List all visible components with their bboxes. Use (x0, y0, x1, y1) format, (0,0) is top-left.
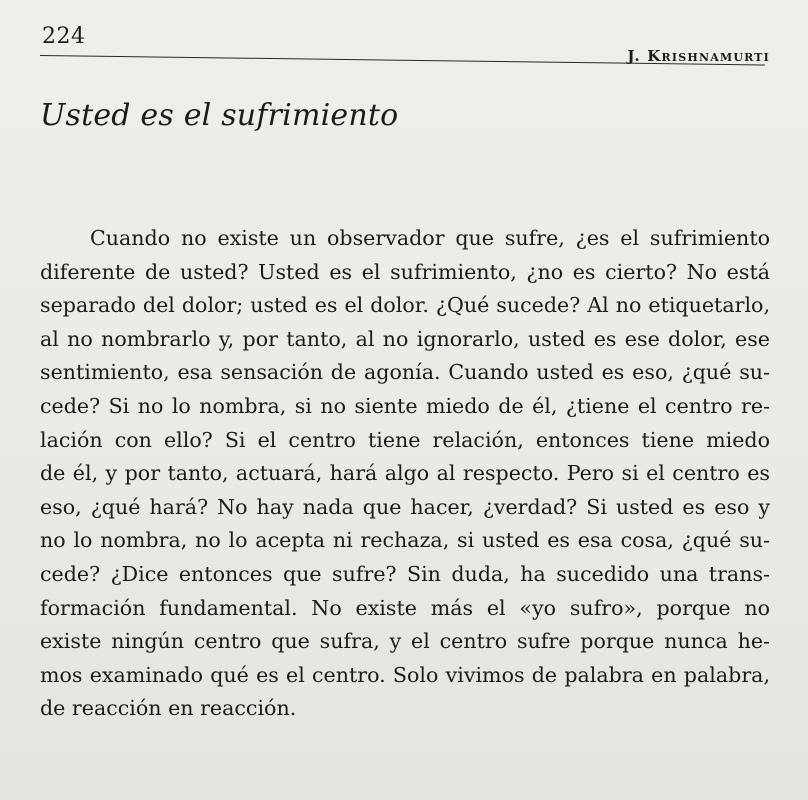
chapter-title: Usted es el sufrimiento (40, 98, 399, 133)
text-line: al no nombrarlo y, por tanto, al no ignorarlo, usted es ese dolor, ese (40, 326, 770, 351)
text-line: Cuando no existe un observador que sufre, ¿es el sufrimiento (90, 226, 770, 250)
text-line: de él, y por tanto, actuará, hará algo al respecto. Pero si el centro es (40, 461, 770, 486)
text-line: cede? ¿Dice entonces que sufre? Sin duda, ha sucedido una trans- (40, 561, 770, 586)
page-number: 224 (42, 24, 86, 49)
text-line: diferente de usted? Usted es el sufrimiento, ¿no es cierto? No está (40, 259, 770, 284)
text-line: lación con ello? Si el centro tiene relación, entonces tiene miedo (40, 427, 770, 452)
text-line: existe ningún centro que sufra, y el centro sufre porque nunca he- (40, 629, 770, 654)
text-line: formación fundamental. No existe más el «yo sufro», porque no (40, 595, 770, 620)
body-paragraph (40, 222, 770, 726)
running-head: J. Krishnamurti (627, 47, 770, 65)
text-line: eso, ¿qué hará? No hay nada que hacer, ¿verdad? Si usted es eso y (40, 494, 770, 519)
text-line: no lo nombra, no lo acepta ni rechaza, si usted es esa cosa, ¿qué su- (40, 528, 770, 553)
text-line: cede? Si no lo nombra, si no siente miedo de él, ¿tiene el centro re- (40, 393, 770, 418)
text-line: sentimiento, esa sensación de agonía. Cuando usted es eso, ¿qué su- (40, 360, 770, 385)
text-line: mos examinado qué es el centro. Solo vivimos de palabra en palabra, (40, 662, 770, 687)
text-line: separado del dolor; usted es el dolor. ¿Qué sucede? Al no etiquetarlo, (40, 293, 770, 318)
text-line: de reacción en reacción. (40, 696, 297, 721)
